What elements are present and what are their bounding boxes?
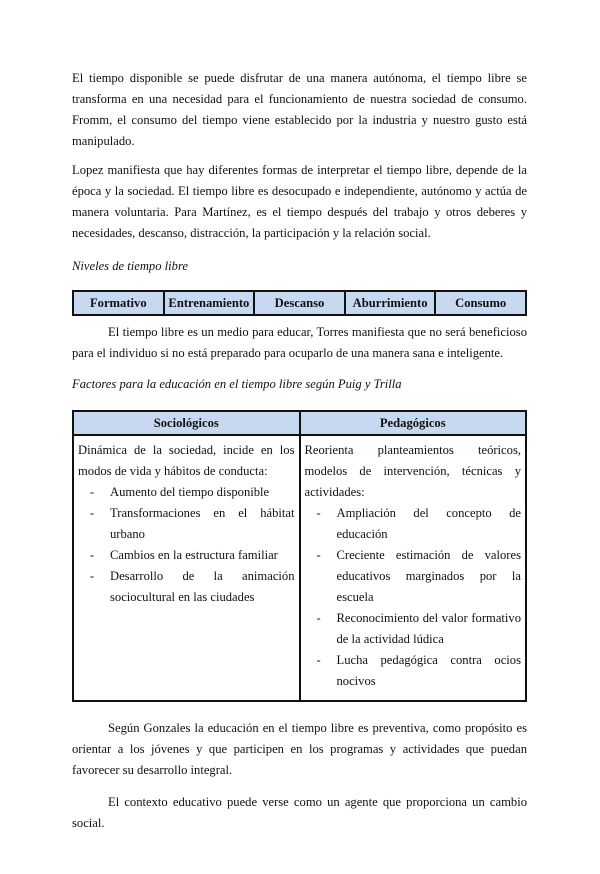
level-cell: Descanso [254, 291, 345, 315]
list-item: - Aumento del tiempo disponible [78, 482, 295, 503]
list-item: - Transformaciones en el hábitat urbano [78, 503, 295, 545]
header-pedagogicos: Pedagógicos [300, 411, 527, 435]
paragraph-2: Lopez manifiesta que hay diferentes formas de interpretar el tiempo libre, depende de la época y la sociedad. El tiempo libre es desocupado e independiente, autónomo y actúa de manera voluntaria. Para Martínez, es el tiempo después del trabajo y otros deberes y necesidades, descanso, distracción, la participación y la relación social. [72, 163, 527, 240]
list-pedagogicos [305, 503, 522, 692]
cell-pedagogicos [300, 435, 527, 701]
list-item: - Ampliación del concepto de educación [305, 503, 522, 545]
cell-sociologicos [73, 435, 300, 701]
levels-table [72, 290, 527, 316]
list-item: - Reconocimiento del valor formativo de la actividad lúdica [305, 608, 522, 650]
factors-table [72, 410, 527, 702]
intro-sociologicos: Dinámica de la sociedad, incide en los modos de vida y hábitos de conducta: [78, 443, 295, 478]
list-item: - Lucha pedagógica contra ocios nocivos [305, 650, 522, 692]
paragraph-4: Según Gonzales la educación en el tiempo libre es preventiva, como propósito es orientar a los jóvenes y que participen en los programas y actividades que puedan favorecer su desarrollo integral. [72, 721, 527, 777]
list-sociologicos [78, 482, 295, 608]
caption-niveles: Niveles de tiempo libre [72, 259, 188, 273]
header-sociologicos: Sociológicos [73, 411, 300, 435]
intro-pedagogicos: Reorienta planteamientos teóricos, modelos de intervención, técnicas y actividades: [304, 443, 521, 499]
level-cell: Consumo [435, 291, 526, 315]
paragraph-5: El contexto educativo puede verse como un agente que proporciona un cambio social. [72, 795, 527, 830]
list-item: - Cambios en la estructura familiar [78, 545, 295, 566]
list-item: - Desarrollo de la animación sociocultural en las ciudades [78, 566, 295, 608]
paragraph-3: El tiempo libre es un medio para educar, Torres manifiesta que no será beneficioso para el individuo si no está preparado para ocuparlo de una manera sana e inteligente. [72, 325, 527, 360]
list-item: - Creciente estimación de valores educativos marginados por la escuela [305, 545, 522, 608]
level-cell: Aburrimiento [345, 291, 436, 315]
level-cell: Entrenamiento [164, 291, 255, 315]
caption-factores: Factores para la educación en el tiempo libre según Puig y Trilla [72, 377, 402, 391]
level-cell: Formativo [73, 291, 164, 315]
paragraph-1: El tiempo disponible se puede disfrutar de una manera autónoma, el tiempo libre se transforma en una necesidad para el funcionamiento de nuestra sociedad de consumo. Fromm, el consumo del tiempo viene establecido por la industria y nuestro gusto está manipulado. [72, 71, 527, 148]
